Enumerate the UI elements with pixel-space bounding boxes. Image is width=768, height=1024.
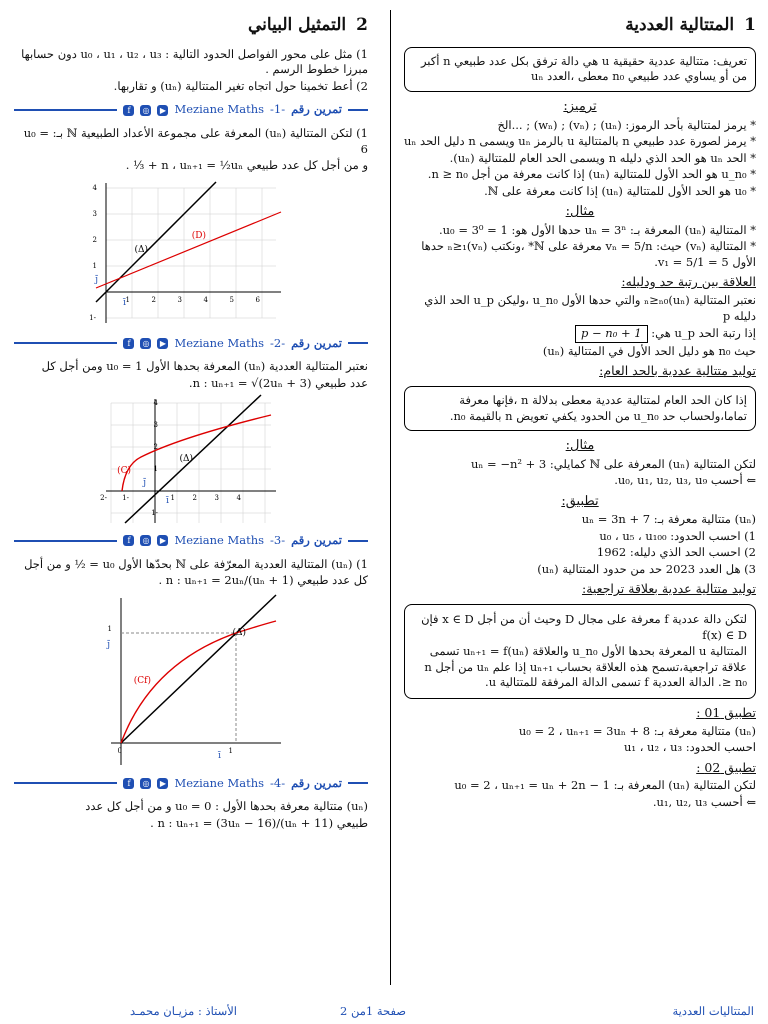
banner-rule [14,782,117,784]
banner-rule [348,342,368,344]
example2-line: ⇐ أحسب u₀, u₁, u₂, u₃, u₉. [614,473,756,488]
intro-line: 2) أعط تخمينا حول اتجاه تغير المتتالية (uₙ) و تقاربها. [113,78,368,93]
x-tick: 3 [214,494,219,503]
notation-line: * يرمز لمتتالية بأحد الرموز: (uₙ) ; (vₙ) ; (wₙ) ; ...الخ [497,117,756,132]
facebook-icon[interactable]: f [123,778,134,789]
section-number: 1 [744,15,756,35]
banner-rule [14,342,117,344]
j-vector-label: j̄ [143,478,146,489]
general-term-heading: توليد متتالية عددية بالحد العام: [599,363,756,379]
y-tick: -1 [151,509,158,518]
section-1-title [404,14,756,37]
application-line: 3) هل العدد 2023 حد من حدود المتتالية (uₙ) [537,561,756,576]
y-tick: 2 [153,443,158,452]
delta-line [96,182,216,302]
instagram-icon[interactable]: ◎ [140,778,151,789]
exercise-number: -1- [270,102,286,117]
c-label: (C) [117,466,131,477]
exercise-label: تمرين رقم [291,775,342,790]
footer-page-number: صفحة 1من 2 [340,1004,407,1018]
i-vector-label: ī [218,750,221,761]
exercise-number: -3- [270,533,286,548]
youtube-icon[interactable]: ▶ [157,105,168,116]
delta-label: (Δ) [232,627,246,638]
application-01-line: احسب الحدود: u₁ ، u₂ ، u₃ [624,740,756,755]
y-tick: 1 [153,465,158,474]
i-vector-label: ī [166,496,169,507]
exercise-label: تمرين رقم [291,102,342,117]
exercise-line: و من أجل كل عدد طبيعي n ، uₙ₊₁ = ½uₙ + ⅓ . [125,158,368,173]
recurrence-line: المتتالية u المعرفة بحدها الأول u_n₀ والعلاقة uₙ₊₁ = f(uₙ) تسمى علاقة تراجعية،تسمح هذه العلاقة بحساب uₙ₊₁ إذا علم uₙ من أجل n ≥ n₀. الدالة العددية f تسمى الدالة المرفقة للمتتالية u. [424,644,747,690]
x-tick: 6 [255,295,260,304]
j-vector-label: j̄ [107,639,110,650]
graph-2 [101,395,281,525]
x-tick: 1 [170,494,175,503]
x-tick: 1 [228,746,233,755]
d-line [96,212,281,288]
exercise-line: (uₙ) متتالية معرفة بحدها الأول : u₀ = 0 و من أجل كل عدد [85,799,368,814]
graph-1 [89,178,286,328]
facebook-icon[interactable]: f [123,105,134,116]
brand-name[interactable]: Meziane Maths [174,102,265,117]
x-tick-labels [126,296,261,304]
x-tick: 2 [192,494,197,503]
exercise-label: تمرين رقم [291,533,342,548]
notation-heading: ترميز: [563,98,597,114]
y-tick: 1 [92,261,97,270]
exercise-banner [14,776,368,792]
exercise-line: 1) لتكن المتتالية (uₙ) المعرفة على مجموعة الأعداد الطبيعية ℕ بـ: u₀ = 6 [23,126,368,156]
banner-rule [348,782,368,784]
cf-label: (Cf) [133,675,151,686]
y-tick: 3 [153,421,158,430]
exercise-line: عدد طبيعي n : uₙ₊₁ = √(2uₙ + 3). [188,375,368,390]
section-title-text: المتتالية العددية [625,15,735,35]
example-line: * المتتالية (vₙ) حيث: vₙ = 5/n معرفة على ℕ* ،ونكتب (vₙ)ₙ≥₁ حدها الأول v₁ = 5/1 = 5. [421,239,756,269]
example-heading: مثال: [565,204,595,220]
right-column [404,12,756,994]
exercise-banner [14,533,368,549]
brand-name[interactable]: Meziane Maths [174,775,265,790]
application-line: 2) احسب الحد الذي دليله: 1962 [596,545,756,560]
exercise-banner [14,336,368,352]
y-tick: -1 [89,313,96,322]
instagram-icon[interactable]: ◎ [140,338,151,349]
application-heading: تطبيق: [561,493,599,509]
application-02-line: لتكن المتتالية (uₙ) المعرفة بـ: u₀ = 2 ، uₙ₊₁ = uₙ + 2n − 1 [454,778,756,793]
exercise-number: -2- [270,335,286,350]
facebook-icon[interactable]: f [123,535,134,546]
instagram-icon[interactable]: ◎ [140,535,151,546]
notation-line: * u_n₀ هو الحد الأول للمتتالية (uₙ) إذا كانت معرفة من أجل n ≥ n₀. [427,167,756,182]
d-label: (D) [191,230,206,241]
banner-rule [14,109,117,111]
delta-line [121,595,276,743]
x-tick: 2 [151,295,156,304]
application-01-heading: تطبيق 01 : [696,704,756,720]
footer-chapter: المتتاليات العددية [672,1004,754,1018]
youtube-icon[interactable]: ▶ [157,778,168,789]
recurrence-heading: توليد متتالية عددية بعلاقة تراجعية: [581,581,756,597]
general-term-text: إذا كان الحد العام لمتتالية عددية معطى بدلالة n ،فإنها معرفة تماما،ولحساب حد u_n₀ من الحدود يكفي تعويض n بالقيمة n₀. [449,393,747,423]
exercise-line: نعتبر المتتالية العددية (uₙ) المعرفة بحدها الأول u₀ = 1 ومن أجل كل [41,359,368,374]
y-tick: 2 [92,235,97,244]
page-footer [0,1000,768,1018]
y-tick: 4 [153,399,158,408]
exercise-banner [14,102,368,118]
relation-line [404,325,756,343]
relation-line: حيث n₀ هو دليل الحد الأول في المتتالية (uₙ) [542,343,756,358]
relation-line: نعتبر المتتالية (uₙ)ₙ≥ₙ₀ والتي حدها الأول u_n₀ ،وليكن u_p الحد الذي دليله p [424,293,756,323]
exercise-label: تمرين رقم [291,335,342,350]
notation-line: * الحد uₙ هو الحد الذي دليله n ويسمى الحد العام للمتتالية (uₙ). [449,150,756,165]
notation-line: * يرمز لصورة عدد طبيعي n بالمتتالية u بالرمز uₙ ويسمى n دليل الحد uₙ [403,134,756,149]
banner-rule [348,540,368,542]
x-tick: 4 [236,494,241,503]
delta-line [125,395,261,523]
recurrence-line: لتكن دالة عددية f معرفة على مجال D وحيث أن من أجل x ∈ D فإن f(x) ∈ D [421,612,747,642]
general-term-box [404,386,756,431]
application-line: (uₙ) متتالية معرفة بـ: uₙ = 3n + 7 [581,512,756,527]
youtube-icon[interactable]: ▶ [157,535,168,546]
y-tick: 4 [92,183,97,192]
x-tick: -1 [122,494,129,503]
exercise-line: كل عدد طبيعي n : uₙ₊₁ = 2uₙ/(uₙ + 1) . [158,573,368,588]
application-line: 1) احسب الحدود: u₀ ، u₅ ، u₁₀₀ [599,528,756,543]
i-vector-label: ī [123,297,126,308]
section-2-title [14,14,368,37]
x-tick: -2 [100,494,107,503]
relation-rank-text: إذا رتبة الحد u_p هي: [651,326,756,341]
definition-text: تعريف: متتالية عددية حقيقية u هي دالة ترفق بكل عدد طبيعي n أكبر من أو يساوي عدد طبيعي n₀ معطى ،العدد uₙ [420,53,747,84]
relation-heading: العلاقة بين رتبة حد ودليله: [621,274,756,290]
rank-formula: p − n₀ + 1 [575,325,648,343]
definition-box [404,47,756,92]
column-divider [390,10,391,985]
recurrence-box [404,604,756,699]
banner-rule [14,540,117,542]
banner-rule [348,109,368,111]
section-number: 2 [356,15,368,35]
youtube-icon[interactable]: ▶ [157,338,168,349]
footer-author: الأستاذ : مزيـان محمـد [130,1004,237,1018]
exercise-line: 1) (uₙ) المتتالية العددية المعرّفة على ℕ بحدّها الأول u₀ = ½ و من أجل [24,556,368,571]
application-02-heading: تطبيق 02 : [696,759,756,775]
y-tick: 3 [92,209,97,218]
x-tick: 4 [203,295,208,304]
x-tick-labels [100,494,241,502]
application-02-line: ⇐ أحسب u₁, u₂, u₃. [652,794,756,809]
graph-3 [96,593,286,768]
section-title-text: التمثيل البياني [247,15,347,35]
exercise-number: -4- [270,775,286,790]
x-tick: 3 [177,295,182,304]
notation-line: * u₀ هو الحد الأول للمتتالية (uₙ) إذا كانت معرفة على ℕ. [484,183,756,198]
left-column [14,12,368,994]
x-tick: 1 [125,295,130,304]
intro-line: 1) مثل على محور الفواصل الحدود التالية : u₀ ، u₁ ، u₂ ، u₃ دون حسابها مبرزا خطوط الرسم . [21,46,368,77]
delta-label: (Δ) [179,454,193,465]
y-tick: 1 [107,624,112,633]
example2-line: لتكن المتتالية (uₙ) المعرفة على ℕ كمايلي: uₙ = −n² + 3 [471,456,756,471]
x-tick: 5 [229,295,234,304]
example2-heading: مثال: [565,438,595,454]
brand-name[interactable]: Meziane Maths [174,533,265,548]
exercise-line: طبيعي n : uₙ₊₁ = (3uₙ − 16)/(uₙ + 11) . [150,815,368,830]
instagram-icon[interactable]: ◎ [140,105,151,116]
origin-label: 0 [117,746,122,755]
application-01-line: (uₙ) متتالية معرفة بـ: u₀ = 2 ، uₙ₊₁ = 3uₙ + 8 [518,723,756,738]
delta-label: (Δ) [134,244,148,255]
brand-name[interactable]: Meziane Maths [174,335,265,350]
example-line: * المتتالية (uₙ) المعرفة بـ: uₙ = 3ⁿ حدها الأول هو: u₀ = 3⁰ = 1. [438,222,756,237]
j-vector-label: j̄ [95,274,98,285]
facebook-icon[interactable]: f [123,338,134,349]
